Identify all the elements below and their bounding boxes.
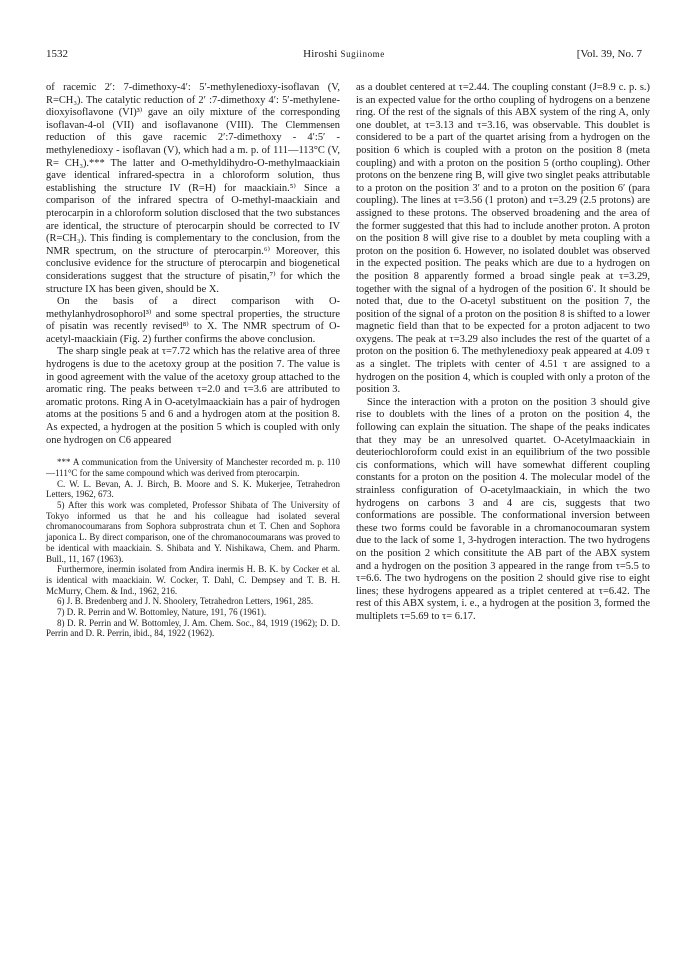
running-author bbox=[46, 48, 642, 60]
running-header bbox=[46, 48, 642, 64]
volume-info: [Vol. 39, No. 7 bbox=[576, 48, 642, 60]
left-column bbox=[46, 82, 340, 639]
footnote-4: Furthermore, inermin isolated from Andira inermis H. B. K. by Cocker et al. is identical with maackiain. W. Cocker, T. Dahl, C. Dempsey and T. B. H. McMurry, Chem. & Ind., 1962, 216. bbox=[46, 564, 340, 596]
footnote-7: 8) D. R. Perrin and W. Bottomley, J. Am. Chem. Soc., 84, 1919 (1962); D. D. Perrin and D. R. Perrin, ibid., 84, 1922 (1962). bbox=[46, 617, 340, 639]
footnotes bbox=[46, 457, 340, 639]
footnote-5: 6) J. B. Bredenberg and J. N. Shoolery, Tetrahedron Letters, 1961, 285. bbox=[57, 596, 314, 607]
author-first-name: Hiroshi bbox=[303, 48, 341, 60]
left-paragraph-3: The sharp single peak at τ=7.72 which has the relative area of three hydrogens is due to the acetoxy group at the position 7. The value is in good agreement with the value of the acetoxy group attached to the aromatic ring. The peaks between τ=2.0 and τ=3.6 are attributed to aromatic protons. Ring A in O-acetylmaackiain has a pair of hydrogen atoms at the positions 5 and 6 and a hydrogen atom at the position 8. As expected, a hydrogen at the position 5 which is coupled with only one hydrogen on C6 appeared bbox=[46, 346, 340, 446]
footnote-6: 7) D. R. Perrin and W. Bottomley, Nature, 191, 76 (1961). bbox=[57, 607, 267, 618]
right-paragraph-1: as a doublet centered at τ=2.44. The coupling constant (J=8.9 c. p. s.) is an expected value for the ortho coupling of hydrogens on a benzene ring. Of the rest of the signals of this ABX system of the ring A, only one doublet, at τ=3.13 and τ=3.16, was observable. This doublet is considered to be a part of the quartet arising from a hydrogen on the position 6 which is coupled with a proton on the position 8 (meta coupling) and with a proton on the position 5 (ortho coupling). Other protons on the benzene ring B, will give two singlet peaks attributable to a proton on the position 3′ and to a proton on the position 6′ (para coupling). The lines at τ=3.56 (1 proton) and τ=3.29 (2.5 protons) are assigned to these protons. The observed broadening and the area of the former suggested that this had to include another proton. A proton on the position 8 will give rise to a doublet by meta coupling with a proton on the position 6. However, no isolated doublet was observed in the expected position. The peaks which are due to a hydrogen on the position 8 apparently formed a broad single peak at τ=3.29, together with the signal of a hydrogen of the position 6′. It should be noted that, due to the O-acetyl substituent on the position 7, the position of the signal of a proton on the position 8 is shifted to a lower magnetic field than that to be expected for a proton adjacent to two oxygens. The peak at τ=3.29 also includes the rest of the quartet of a proton on the position 6. The methylenedioxy peak appeared at 4.09 τ as a singlet. The triplets with center of 4.51 τ are assigned to a hydrogen on the position 4, which is coupled with only a proton of the position 3. bbox=[356, 82, 650, 396]
right-paragraph-2: Since the interaction with a proton on the position 3 should give rise to doublets with the lines of a proton on the position 4, the following can explain the situation. The shape of the peaks indicates that they may be an unresolved quartet. O-Acetylmaackiain in deuteriochloroform could exist in an equilibrium of the two possible cis conformations, which will have somewhat different coupling constants for a proton on the position 4. The molecular model of the strainless configuration of O-acetylmaackiain, in which the two hydrogens on carbons 3 and 4 are cis, suggests that two conformations are possible. The conformational inversion between these two forms could be favorable in a chromanocoumaran system due to the lack of some 1, 3-hydrogen interaction. The two hydrogens on the position 2 which consititute the AB part of the ABX system and a hydrogen on the position 3 appeared in the range from τ=5.5 to τ=6.6. The two hydrogens on the position 2 should give rise to eight lines; these hydrogens appeared as a triplet centered at τ=6.42. The rest of this ABX system, i. e., a hydrogen at the position 3, formed the multiplets τ=5.69 to τ= 6.17. bbox=[356, 396, 650, 622]
left-paragraph-2: On the basis of a direct comparison with O-methylanhydrosophorol³⁾ and some spectral properties, the structure of pisatin was recently revised⁸⁾ to X. The NMR spectrum of O-acetyl-maackiain (Fig. 2) further confirms the above conclusion. bbox=[46, 296, 340, 345]
right-column bbox=[356, 82, 650, 624]
author-surname: Sugiinome bbox=[340, 49, 385, 59]
left-paragraph-1: of racemic 2′: 7-dimethoxy-4′: 5′-methylenedioxy-isoflavan (V, R=CH₃). The catalytic reduction of 2′ :7-dimethoxy 4′: 5′-methylene-dioxyisoflavone (VI)³⁾ gave an oily mixture of the corresponding isoflavan-4-ol (VII) and isoflavanone (VIII). The Clemmensen reduction of this gave racemic 2′:7-dimethoxy - 4′:5′ - methylenedioxy - isoflavan (V), which had a m. p. of 111—113°C (V, R= CH₃).*** The latter and O-methyldihydro-O-methylmaackiain gave identical infrared-spectra in a chloroform solution, thus establishing the structure IV (R=H) for maackiain.⁵⁾ Since a comparison of the infrared spectra of O-methyl-maackiain and pterocarpin in a chloroform solution disclosed that the two substances are identical, the structure of pterocarpin should be corrected to IV (R=CH₃). This finding is complementary to the conclusion, from the NMR spectrum, on the structure of pterocarpin.⁶⁾ Moreover, this conclusive evidence for the structure of pterocarpin and biogenetical considerations suggest that the structure of pisatin,⁷⁾ for which the structure IX has been given, should be X. bbox=[46, 82, 340, 295]
footnote-1: *** A communication from the University of Manchester recorded m. p. 110—111°C for the same compound which was derived from pterocarpin. bbox=[46, 457, 340, 478]
footnote-3: 5) After this work was completed, Professor Shibata of The University of Tokyo informed us that he and his colleague had isolated several chromanocoumarans from Sophora subprostrata chun et T. Chen and Sophora japonica L. By direct comparison, one of the chromanocoumarans was proved to be identical with maackiain. S. Shibata and Y. Nishikawa, Chem. and Pharm. Bull., 11, 167 (1963). bbox=[46, 500, 340, 564]
footnote-2: C. W. L. Bevan, A. J. Birch, B. Moore and S. K. Mukerjee, Tetrahedron Letters, 1962, 673. bbox=[46, 478, 340, 500]
page-number: 1532 bbox=[46, 48, 68, 60]
